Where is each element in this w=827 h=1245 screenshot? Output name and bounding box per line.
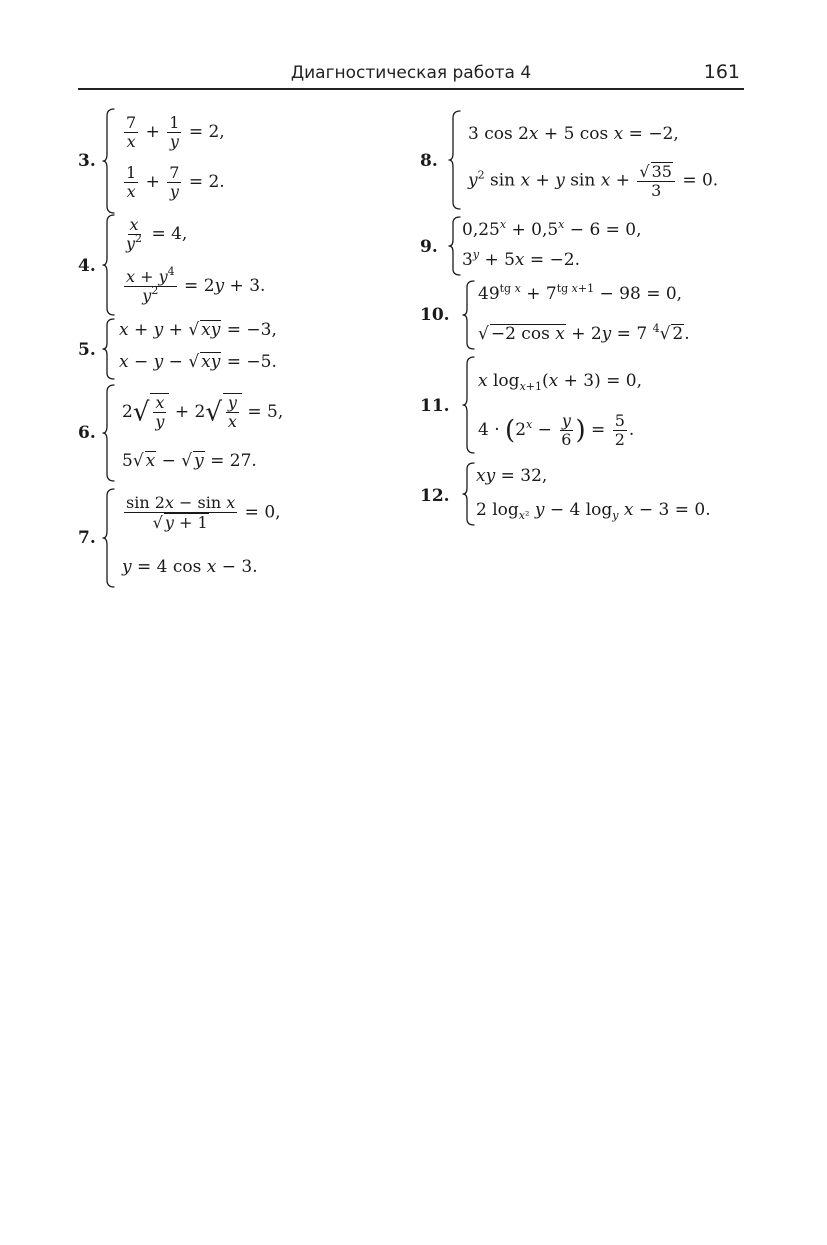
problem-number: 7. (78, 528, 96, 548)
running-title: Диагностическая работа 4 (290, 63, 532, 83)
system-brace (102, 384, 116, 482)
equation-1: xy = 32, (476, 466, 548, 486)
page-number: 161 (703, 61, 740, 83)
system-brace (462, 280, 476, 350)
equation-1: x + y + √ xy = −3, (119, 320, 277, 340)
equation-2: y = 4 cos x − 3. (122, 557, 258, 577)
equation-2: $\frac{x + y^4}{y^2}$ = 2y + 3. (126, 265, 266, 305)
page-header (78, 60, 744, 90)
system-brace (462, 356, 476, 454)
equation-1: 2√ $\frac{x}{y}$ + 2√ $\frac{y}{x}$ = 5, (122, 393, 284, 431)
problem-number: 5. (78, 340, 96, 360)
system-brace (448, 216, 462, 276)
system-brace (102, 214, 116, 316)
problem-number: 10. (420, 305, 450, 325)
problem-number: 8. (420, 151, 438, 171)
system-brace (102, 108, 116, 214)
problem-number: 6. (78, 423, 96, 443)
system-brace (102, 488, 116, 588)
equation-2: √ −2 cos x + 2y = 7 $^4$√ 2. (478, 322, 690, 344)
equation-1: $\frac{x}{y^2}$ = 4, (126, 215, 188, 253)
equation-1: $\frac{7}{x}$ + $\frac{1}{y}$ = 2, (126, 113, 225, 151)
equation-2: 5√ x − √ y = 27. (122, 451, 257, 471)
header-rule (78, 88, 744, 90)
equation-2: 2 $\log_{x^2} y - 4$ $\log_y x - 3 = 0$. (476, 500, 711, 522)
equation-1: x $\log_{x+1}(x + 3) = 0$, (478, 371, 643, 393)
equation-2: $\frac{1}{x}$ + $\frac{7}{y}$ = 2. (126, 163, 225, 201)
equation-2: $y^2$ sin x + y sin x + $\frac{√ 35}{3}$ = 0. (468, 162, 719, 200)
equation-1: $49^{tg x} + 7^{tg x+1} - 98 = 0$, (478, 282, 683, 304)
system-brace (462, 462, 476, 526)
problem-number: 12. (420, 486, 450, 506)
problem-number: 4. (78, 256, 96, 276)
equation-2: x − y − √ xy = −5. (119, 352, 277, 372)
equation-2: $3^y + 5x = -2$. (462, 248, 581, 270)
problem-number: 3. (78, 151, 96, 171)
equation-2: $4 \cdot (2^x$ − $\frac{y}{6}$ ) = $\frac{5}{2}$ . (478, 411, 635, 449)
problem-number: 9. (420, 237, 438, 257)
equation-1: $0,25^x + 0,5^x - 6 = 0$, (462, 218, 642, 240)
problem-number: 11. (420, 396, 450, 416)
system-brace (102, 318, 116, 380)
equation-1: 3 cos 2x + 5 cos x = −2, (468, 124, 679, 144)
system-brace (448, 110, 462, 210)
equation-1: $\frac{\text{sin 2x − sin x}}{√ y + 1}$ = 0, (126, 493, 281, 532)
